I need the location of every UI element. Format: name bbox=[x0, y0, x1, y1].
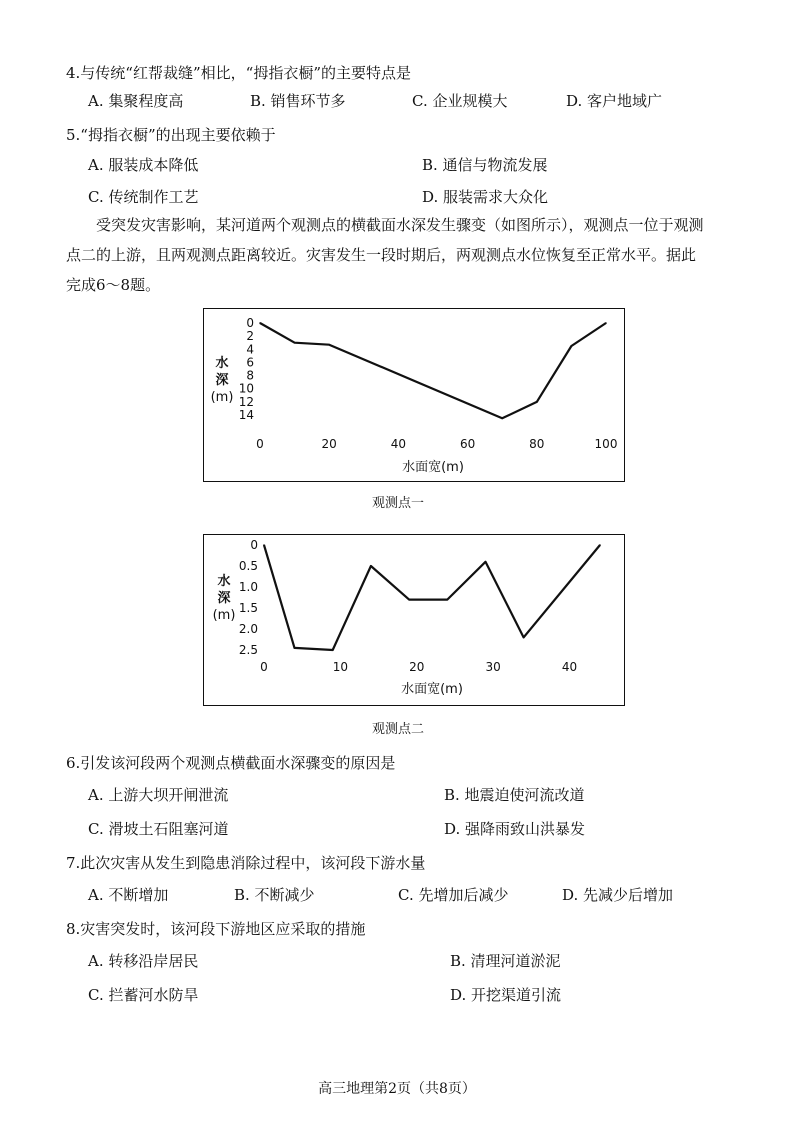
chart-1-x-tick-label: 40 bbox=[390, 437, 407, 451]
passage-text: 受突发灾害影响，某河道两个观测点的横截面水深发生骤变（如图所示），观测点一位于观测点二的上游，且两观测点距离较近。灾害发生一段时期后，两观测点水位恢复至正常水平。据此完成6～8题。 bbox=[66, 216, 704, 294]
chart-2-y-tick-label: 1.0 bbox=[238, 580, 258, 594]
chart-1-y-tick-label: 12 bbox=[238, 394, 254, 409]
q7-option-d: D. 先减少后增加 bbox=[562, 886, 674, 904]
chart-1-y-axis-label: (m) bbox=[210, 390, 234, 405]
chart-1-y-axis-label: 水 bbox=[215, 356, 229, 371]
chart-2-y-tick-label: 0 bbox=[250, 538, 258, 552]
q8-option-a: A. 转移沿岸居民 bbox=[88, 952, 199, 970]
chart-2-y-tick-label: 0.5 bbox=[238, 559, 258, 573]
chart-1-data-point bbox=[571, 345, 573, 347]
chart-2-data-point bbox=[523, 637, 525, 639]
chart-2-y-tick-label: 2.0 bbox=[238, 622, 258, 636]
chart-1-data-point bbox=[259, 322, 261, 324]
chart-2-x-axis-label: 水面宽(m) bbox=[401, 682, 463, 697]
q7-option-b: B. 不断减少 bbox=[234, 886, 315, 904]
q5-option-a: A. 服装成本降低 bbox=[88, 156, 199, 174]
q8-option-c: C. 拦蓄河水防旱 bbox=[88, 986, 199, 1004]
question-5-stem: 5.“拇指衣橱”的出现主要依赖于 bbox=[66, 126, 276, 144]
chart-1-data-point bbox=[294, 342, 296, 344]
chart-2-data-point bbox=[446, 599, 448, 601]
chart-2-x-tick-label: 0 bbox=[260, 660, 268, 674]
chart-2-svg bbox=[204, 535, 624, 705]
question-7-stem: 7.此次灾害从发生到隐患消除过程中，该河段下游水量 bbox=[66, 854, 426, 872]
chart-observation-point-1 bbox=[203, 308, 625, 482]
chart-2-caption: 观测点二 bbox=[372, 722, 425, 737]
chart-1-y-tick-label: 14 bbox=[238, 408, 254, 422]
chart-1-y-tick-label: 2 bbox=[246, 329, 254, 344]
chart-1-y-tick-label: 4 bbox=[246, 342, 254, 357]
chart-1-x-tick-label: 20 bbox=[321, 437, 337, 451]
q6-option-c: C. 滑坡土石阻塞河道 bbox=[88, 820, 229, 838]
chart-1-data-point bbox=[501, 417, 503, 419]
q8-option-b: B. 清理河道淤泥 bbox=[450, 952, 561, 970]
chart-1-x-tick-label: 0 bbox=[256, 437, 264, 451]
q8-option-d: D. 开挖渠道引流 bbox=[450, 986, 562, 1004]
q4-option-a: A. 集聚程度高 bbox=[88, 92, 184, 110]
q6-option-a: A. 上游大坝开闸泄流 bbox=[88, 786, 229, 804]
chart-1-y-tick-label: 10 bbox=[238, 381, 254, 396]
page-footer: 高三地理第2页（共8页） bbox=[318, 1081, 476, 1097]
chart-observation-point-2 bbox=[203, 534, 625, 706]
chart-1-svg bbox=[204, 309, 624, 481]
chart-2-x-tick-label: 10 bbox=[332, 660, 349, 674]
chart-2-x-tick-label: 20 bbox=[409, 660, 425, 674]
q5-option-d: D. 服装需求大众化 bbox=[422, 188, 549, 206]
chart-1-x-tick-label: 80 bbox=[529, 437, 545, 451]
chart-1-x-axis-label: 水面宽(m) bbox=[402, 460, 464, 475]
chart-1-data-point bbox=[605, 322, 607, 324]
chart-2-x-tick-label: 40 bbox=[561, 660, 578, 674]
q7-option-a: A. 不断增加 bbox=[88, 886, 169, 904]
chart-1-x-tick-label: 100 bbox=[594, 437, 618, 451]
chart-2-y-axis-label: 水 bbox=[217, 574, 231, 589]
chart-1-y-tick-label: 8 bbox=[246, 368, 254, 383]
chart-2-data-point bbox=[599, 544, 601, 546]
chart-1-y-axis-label: 深 bbox=[215, 373, 229, 388]
chart-2-y-axis-label: (m) bbox=[212, 608, 236, 623]
chart-2-y-axis-label: 深 bbox=[217, 591, 231, 606]
q4-option-b: B. 销售环节多 bbox=[250, 92, 346, 110]
chart-2-data-point bbox=[263, 544, 265, 546]
chart-2-y-tick-label: 2.5 bbox=[238, 643, 258, 657]
chart-2-data-point bbox=[294, 647, 296, 649]
chart-1-caption: 观测点一 bbox=[372, 496, 425, 511]
question-8-stem: 8.灾害突发时，该河段下游地区应采取的措施 bbox=[66, 920, 366, 938]
passage bbox=[66, 210, 706, 300]
q6-option-d: D. 强降雨致山洪暴发 bbox=[444, 820, 586, 838]
chart-2-data-point bbox=[408, 599, 410, 601]
chart-2-data-point bbox=[370, 565, 372, 567]
q5-option-c: C. 传统制作工艺 bbox=[88, 188, 199, 206]
chart-1-x-tick-label: 60 bbox=[459, 437, 476, 451]
chart-1-data-point bbox=[328, 344, 330, 346]
chart-1-y-tick-label: 6 bbox=[246, 355, 254, 370]
chart-2-data-point bbox=[485, 561, 487, 563]
chart-1-y-tick-label: 0 bbox=[246, 316, 254, 330]
chart-1-data-point bbox=[536, 401, 538, 403]
q7-option-c: C. 先增加后减少 bbox=[398, 886, 509, 904]
question-6-stem: 6.引发该河段两个观测点横截面水深骤变的原因是 bbox=[66, 754, 396, 772]
chart-2-data-point bbox=[332, 649, 334, 651]
chart-2-y-tick-label: 1.5 bbox=[238, 601, 258, 615]
q6-option-b: B. 地震迫使河流改道 bbox=[444, 786, 585, 804]
question-4-stem: 4.与传统“红帮裁缝”相比，“拇指衣橱”的主要特点是 bbox=[66, 64, 411, 82]
chart-1-depth-line bbox=[260, 323, 606, 418]
chart-2-x-tick-label: 30 bbox=[485, 660, 501, 674]
q4-option-d: D. 客户地域广 bbox=[566, 92, 663, 110]
q4-option-c: C. 企业规模大 bbox=[412, 92, 508, 110]
chart-2-depth-line bbox=[264, 545, 600, 650]
q5-option-b: B. 通信与物流发展 bbox=[422, 156, 548, 174]
